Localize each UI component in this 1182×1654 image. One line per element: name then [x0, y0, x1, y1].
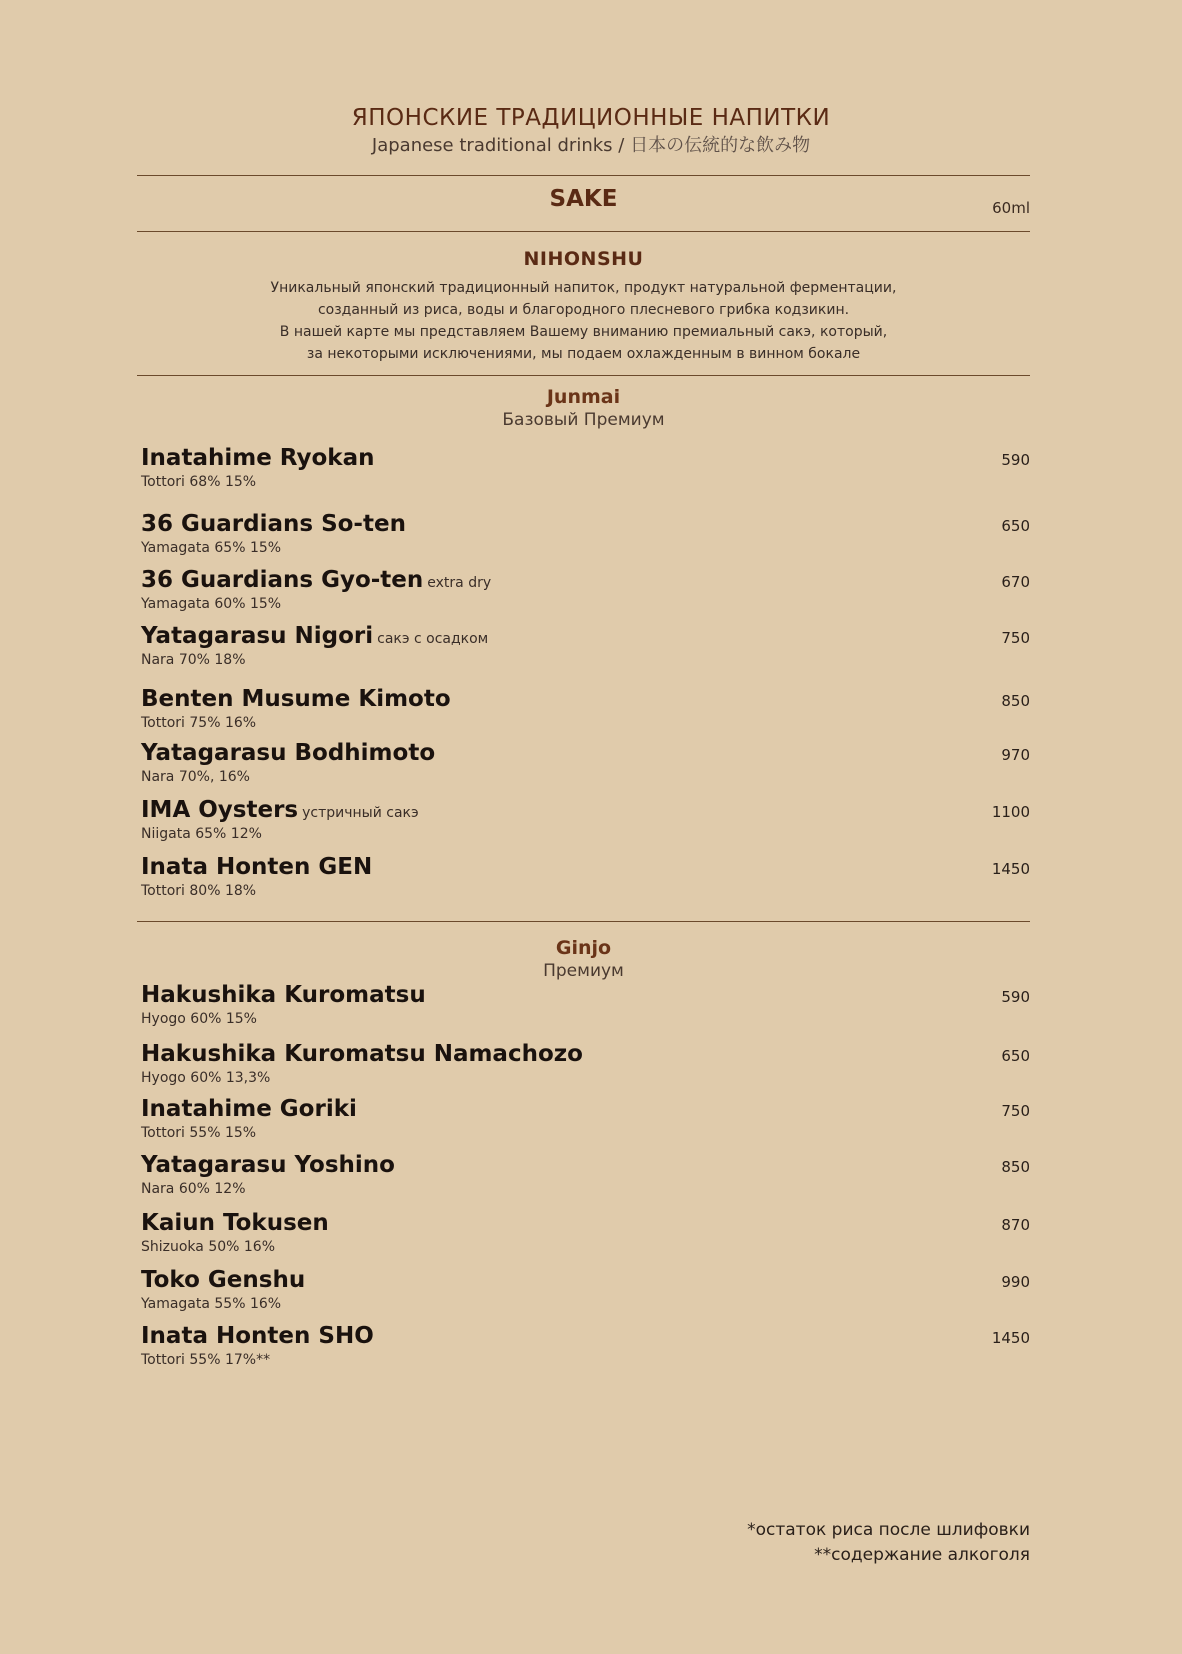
- item-name: 36 Guardians So-ten: [141, 511, 406, 537]
- category-subtitle: Премиум: [543, 961, 624, 981]
- item-detail: Nara 70% 18%: [141, 652, 246, 668]
- category-subtitle: Базовый Премиум: [502, 410, 665, 430]
- item-note: устричный сакэ: [302, 805, 419, 821]
- divider: [137, 231, 1030, 232]
- subtitle-japanese: 日本の伝統的な飲み物: [630, 135, 811, 156]
- item-name: Yatagarasu Bodhimoto: [141, 740, 436, 766]
- item-title: [141, 739, 439, 770]
- page-title: ЯПОНСКИЕ ТРАДИЦИОННЫЕ НАПИТКИ: [351, 105, 831, 131]
- menu-item: [141, 1209, 1030, 1259]
- item-detail: Tottori 55% 17%**: [141, 1352, 271, 1368]
- item-title: [141, 566, 491, 597]
- description-line: В нашей карте мы представляем Вашему вниманию премиальный сакэ, который,: [279, 324, 888, 340]
- item-name: Inatahime Ryokan: [141, 445, 375, 471]
- menu-item: [141, 1151, 1030, 1201]
- menu-item: [141, 981, 1030, 1031]
- item-price: 590: [1001, 451, 1030, 469]
- ginjo-heading: [137, 937, 1030, 982]
- item-price: 970: [1001, 746, 1030, 764]
- item-price: 870: [1001, 1216, 1030, 1234]
- item-name: Toko Genshu: [141, 1267, 306, 1293]
- item-name: Inata Honten GEN: [141, 854, 373, 880]
- menu-item: [141, 622, 1030, 672]
- divider: [137, 375, 1030, 376]
- menu-item: [141, 1095, 1030, 1145]
- description-line: Уникальный японский традиционный напиток, продукт натуральной ферментации,: [270, 280, 897, 296]
- item-title: [141, 1322, 378, 1353]
- item-name: Hakushika Kuromatsu: [141, 982, 426, 1008]
- menu-item: [141, 739, 1030, 789]
- item-detail: Hyogo 60% 13,3%: [141, 1070, 271, 1086]
- item-title: [141, 853, 376, 884]
- item-detail: Yamagata 55% 16%: [141, 1296, 282, 1312]
- item-name: Inata Honten SHO: [141, 1323, 374, 1349]
- item-name: Yatagarasu Yoshino: [141, 1152, 395, 1178]
- item-detail: Tottori 68% 15%: [141, 474, 257, 490]
- item-name: Inatahime Goriki: [141, 1096, 357, 1122]
- item-name: Benten Musume Kimoto: [141, 686, 451, 712]
- footnote-alcohol: **содержание алкоголя: [814, 1545, 1030, 1565]
- menu-item: [141, 685, 1030, 735]
- item-name: Hakushika Kuromatsu Namachozo: [141, 1041, 583, 1067]
- footnote-rice-polish: *остаток риса после шлифовки: [747, 1520, 1030, 1540]
- menu-item: [141, 1322, 1030, 1372]
- item-title: [141, 444, 378, 475]
- junmai-heading: [137, 386, 1030, 431]
- description-line: за некоторыми исключениями, мы подаем охлажденным в винном бокале: [306, 346, 861, 362]
- item-detail: Tottori 55% 15%: [141, 1125, 257, 1141]
- menu-item: [141, 444, 1030, 494]
- item-detail: Tottori 80% 18%: [141, 883, 257, 899]
- category-name: Ginjo: [555, 937, 612, 959]
- description-line: созданный из риса, воды и благородного плесневого грибка кодзикин.: [317, 302, 850, 318]
- nihonshu-description: [137, 277, 1030, 365]
- item-title: [141, 981, 430, 1012]
- item-price: 670: [1001, 573, 1030, 591]
- item-title: [141, 1040, 587, 1071]
- footnotes: [747, 1518, 1030, 1568]
- menu-item: [141, 1040, 1030, 1090]
- divider: [137, 921, 1030, 922]
- divider: [137, 175, 1030, 176]
- item-name: Kaiun Tokusen: [141, 1210, 329, 1236]
- item-title: [141, 1266, 309, 1297]
- item-detail: Yamagata 60% 15%: [141, 596, 282, 612]
- item-detail: Tottori 75% 16%: [141, 715, 257, 731]
- menu-item: [141, 853, 1030, 903]
- item-detail: Nara 70%, 16%: [141, 769, 250, 785]
- serving-volume: 60ml: [992, 199, 1030, 217]
- nihonshu-section: [137, 247, 1030, 365]
- item-title: [141, 1209, 333, 1240]
- item-detail: Nara 60% 12%: [141, 1181, 246, 1197]
- item-price: 1450: [991, 1329, 1030, 1347]
- item-title: [141, 796, 419, 827]
- menu-item: [141, 566, 1030, 616]
- item-price: 590: [1001, 988, 1030, 1006]
- menu-item: [141, 510, 1030, 560]
- category-name: Junmai: [546, 386, 621, 408]
- item-name: Yatagarasu Nigori: [141, 623, 374, 649]
- item-detail: Yamagata 65% 15%: [141, 540, 282, 556]
- item-detail: Niigata 65% 12%: [141, 826, 262, 842]
- page-subtitle: [0, 134, 1182, 158]
- item-note: сакэ с осадком: [377, 631, 489, 647]
- item-detail: Hyogo 60% 15%: [141, 1011, 257, 1027]
- item-price: 750: [1001, 629, 1030, 647]
- item-title: [141, 685, 455, 716]
- item-detail: Shizuoka 50% 16%: [141, 1239, 276, 1255]
- menu-item: [141, 796, 1030, 846]
- sake-header: [137, 186, 1030, 230]
- subtitle-separator: /: [618, 135, 625, 156]
- item-price: 1100: [991, 803, 1030, 821]
- item-title: [141, 1095, 361, 1126]
- item-price: 1450: [991, 860, 1030, 878]
- item-price: 650: [1001, 517, 1030, 535]
- menu-header: [0, 104, 1182, 158]
- nihonshu-title: NIHONSHU: [523, 248, 644, 270]
- item-price: 850: [1001, 1158, 1030, 1176]
- item-title: [141, 510, 410, 541]
- item-title: [141, 1151, 399, 1182]
- item-price: 750: [1001, 1102, 1030, 1120]
- subtitle-english: Japanese traditional drinks: [371, 135, 613, 156]
- sake-title: SAKE: [549, 186, 618, 212]
- menu-item: [141, 1266, 1030, 1316]
- item-price: 650: [1001, 1047, 1030, 1065]
- item-title: [141, 622, 488, 653]
- item-note: extra dry: [427, 575, 492, 591]
- item-price: 850: [1001, 692, 1030, 710]
- item-name: 36 Guardians Gyo-ten: [141, 567, 424, 593]
- item-price: 990: [1001, 1273, 1030, 1291]
- item-name: IMA Oysters: [141, 797, 299, 823]
